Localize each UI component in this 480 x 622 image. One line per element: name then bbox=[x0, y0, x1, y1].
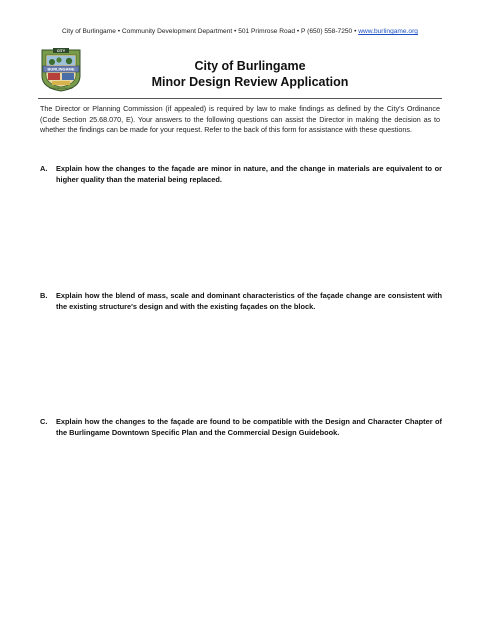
city-seal-icon bbox=[38, 46, 84, 92]
header-website-link[interactable]: www.burlingame.org bbox=[358, 28, 418, 35]
header-separator: • bbox=[296, 28, 300, 35]
question-letter: B. bbox=[40, 291, 48, 300]
header-city: City of Burlingame bbox=[62, 28, 116, 35]
city-seal-logo bbox=[38, 46, 84, 92]
seal-band-text: BURLINGAME bbox=[47, 66, 75, 72]
header-separator: • bbox=[117, 28, 121, 35]
divider bbox=[38, 98, 442, 99]
question-text: Explain how the changes to the façade are minor in nature, and the change in materials are equivalent to or higher quality than the material being replaced. bbox=[56, 164, 442, 185]
seal-bottom-text: INCORPORATED JUNE 6, 1908 bbox=[49, 89, 73, 90]
question-a bbox=[40, 163, 442, 185]
header-separator: • bbox=[234, 28, 237, 35]
title-form-name: Minor Design Review Application bbox=[151, 75, 349, 89]
header-department: Community Development Department bbox=[121, 28, 233, 35]
question-b bbox=[40, 290, 442, 312]
seal-top-text: CITY bbox=[56, 49, 66, 53]
question-text: Explain how the blend of mass, scale and dominant characteristics of the façade change are consistent with the existing structure's design and with the existing façades on the block. bbox=[56, 291, 442, 312]
form-title bbox=[100, 58, 400, 90]
question-letter: A. bbox=[40, 164, 48, 173]
header-contact-line bbox=[0, 28, 480, 35]
question-c bbox=[40, 416, 442, 438]
header-separator: • bbox=[354, 28, 357, 35]
intro-paragraph: The Director or Planning Commission (if appealed) is required by law to make findings as defined by the City's Ordinance (Code Section 25.68.070, E). Your answers to the following questions can assist the Director in making the decision as to whether the findings can be made for your request. Refer to the back of this form for assistance with these questions. bbox=[40, 104, 440, 135]
header-phone: P (650) 558-7250 bbox=[301, 28, 353, 35]
title-city: City of Burlingame bbox=[194, 59, 306, 73]
question-letter: C. bbox=[40, 417, 48, 426]
question-text: Explain how the changes to the façade are found to be compatible with the Design and Character Chapter of the Burlingame Downtown Specific Plan and the Commercial Design Guidebook. bbox=[56, 417, 442, 438]
header-address: 501 Primrose Road bbox=[238, 28, 296, 35]
